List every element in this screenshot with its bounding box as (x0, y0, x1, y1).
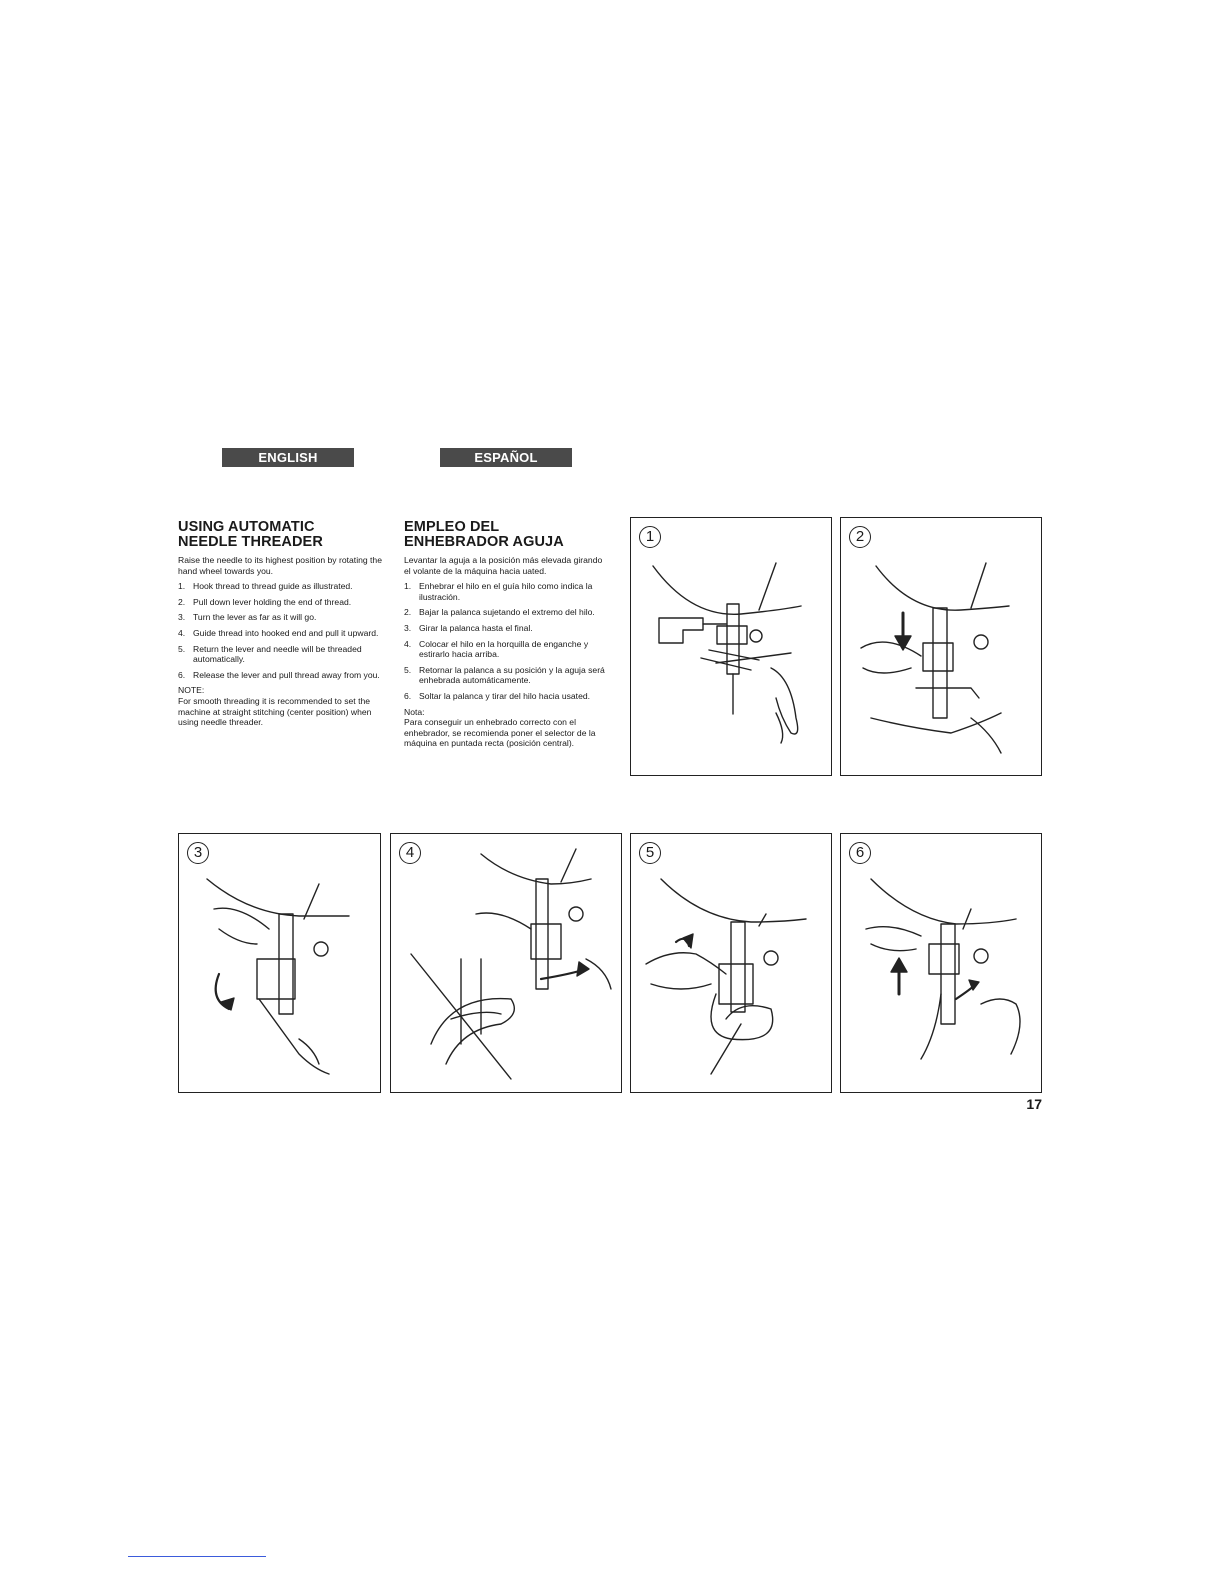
figure-5-illustration (631, 834, 831, 1092)
step-number: 6. (178, 669, 186, 680)
step-number: 6. (404, 690, 412, 701)
spanish-steps (404, 581, 608, 701)
step-number: 4. (178, 627, 186, 638)
english-tab: ENGLISH (222, 448, 354, 467)
english-step-2 (178, 597, 382, 608)
figure-3-illustration (179, 834, 380, 1092)
page-number: 17 (1026, 1096, 1042, 1112)
spanish-step-5 (404, 665, 608, 686)
step-text: Release the lever and pull thread away from you. (193, 669, 380, 680)
figure-3-number: 3 (187, 842, 209, 864)
spanish-intro: Levantar la aguja a la posición más elevada girando el volante de la máquina hacia uated. (404, 555, 603, 576)
step-number: 2. (404, 607, 412, 618)
figure-4-number: 4 (399, 842, 421, 864)
figure-1-number: 1 (639, 526, 661, 548)
figure-2-number: 2 (849, 526, 871, 548)
figure-6-illustration (841, 834, 1041, 1092)
spanish-column (404, 520, 608, 754)
spanish-step-3 (404, 623, 608, 634)
step-text: Colocar el hilo en la horquilla de enganche y estirarlo hacia arriba. (419, 638, 589, 660)
figure-6 (840, 833, 1042, 1093)
step-number: 3. (404, 622, 412, 633)
english-step-6 (178, 670, 382, 681)
english-step-3 (178, 612, 382, 623)
spanish-step-4 (404, 639, 608, 660)
english-title-line1: USING AUTOMATIC (178, 519, 315, 535)
step-number: 5. (404, 664, 412, 675)
step-number: 2. (178, 596, 186, 607)
english-step-5 (178, 644, 382, 665)
figure-2-illustration (841, 518, 1041, 775)
spanish-step-1 (404, 581, 608, 602)
figure-1-illustration (631, 518, 831, 775)
step-text: Pull down lever holding the end of thread. (193, 596, 352, 607)
spanish-note: Para conseguir un enhebrado correcto con el enhebrador, se recomienda poner el selector de la máquina en puntada recta (posición central). (404, 717, 596, 749)
step-text: Enhebrar el hilo en el guía hilo como indica la ilustración. (419, 581, 593, 602)
english-step-4 (178, 628, 382, 639)
step-text: Guide thread into hooked end and pull it upward. (193, 627, 379, 638)
step-text: Return the lever and needle will be threaded automatically. (193, 643, 362, 665)
step-text: Bajar la palanca sujetando el extremo del hilo. (419, 607, 595, 618)
spanish-title (404, 520, 608, 549)
figure-5 (630, 833, 832, 1093)
english-title (178, 520, 382, 549)
english-note: For smooth threading it is recommended to set the machine at straight stitching (center position) when using needle threader. (178, 695, 372, 728)
step-text: Soltar la palanca y tirar del hilo hacia usated. (419, 690, 591, 701)
figure-5-number: 5 (639, 842, 661, 864)
spanish-title-line1: EMPLEO DEL (404, 519, 500, 535)
step-number: 4. (404, 638, 412, 649)
step-number: 1. (404, 581, 412, 592)
spanish-tab: ESPAÑOL (440, 448, 572, 467)
step-number: 5. (178, 643, 186, 654)
footer-rule (128, 1556, 266, 1557)
figure-4 (390, 833, 622, 1093)
step-text: Girar la palanca hasta el final. (419, 622, 533, 633)
spanish-step-2 (404, 607, 608, 618)
step-text: Turn the lever as far as it will go. (193, 612, 317, 623)
figure-4-illustration (391, 834, 621, 1092)
spanish-note-label: Nota: (404, 706, 425, 717)
figure-2 (840, 517, 1042, 776)
english-intro: Raise the needle to its highest position by rotating the hand wheel towards you. (178, 555, 382, 576)
english-column (178, 520, 382, 733)
english-step-1 (178, 581, 382, 592)
spanish-title-line2: ENHEBRADOR AGUJA (404, 533, 564, 550)
step-text: Hook thread to thread guide as illustrated. (193, 581, 353, 592)
spanish-step-6 (404, 691, 608, 702)
english-steps (178, 581, 382, 680)
english-note-label: NOTE: (178, 685, 205, 696)
english-title-line2: NEEDLE THREADER (178, 533, 323, 550)
figure-1 (630, 517, 832, 776)
step-text: Retornar la palanca a su posición y la aguja será enhebrada automáticamente. (419, 664, 605, 686)
step-number: 3. (178, 612, 186, 623)
step-number: 1. (178, 581, 186, 592)
figure-6-number: 6 (849, 842, 871, 864)
figure-3 (178, 833, 381, 1093)
